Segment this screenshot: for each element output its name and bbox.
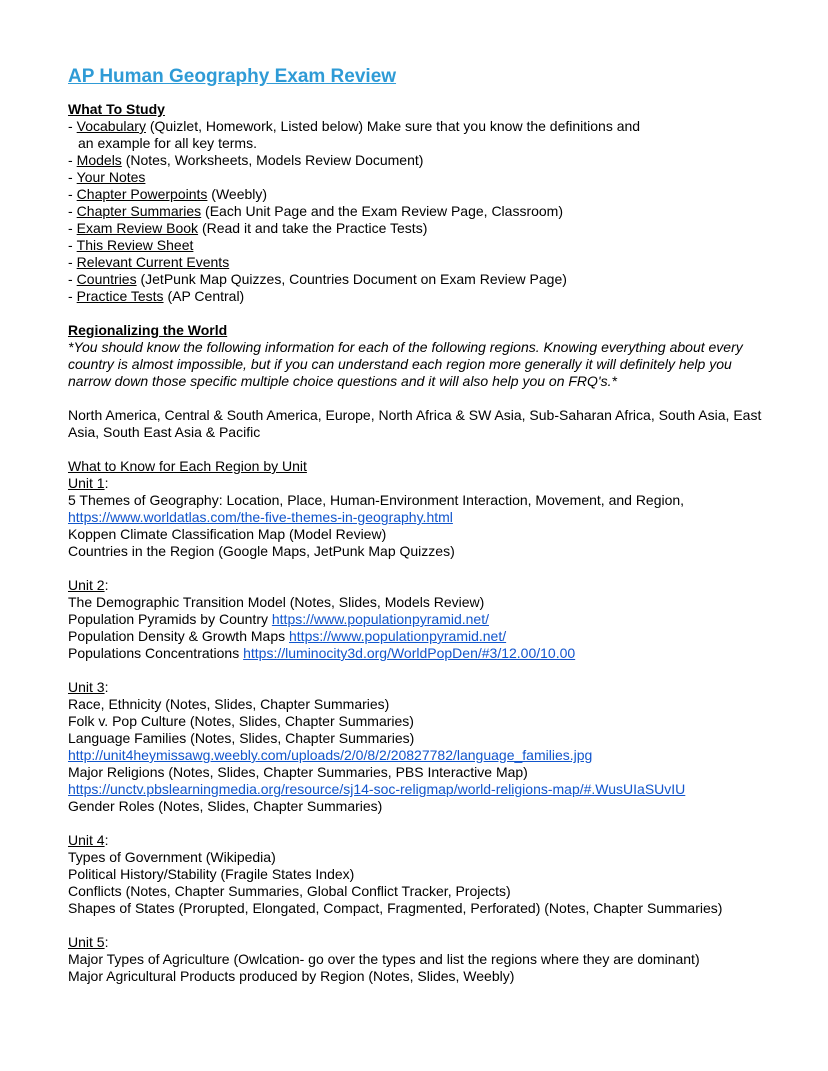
unit-line: Countries in the Region (Google Maps, JetPunk Map Quizzes) bbox=[68, 543, 455, 559]
unit-line: Race, Ethnicity (Notes, Slides, Chapter Summaries) bbox=[68, 696, 390, 712]
unit-line: Conflicts (Notes, Chapter Summaries, Global Conflict Tracker, Projects) bbox=[68, 883, 511, 899]
units-list bbox=[68, 475, 760, 985]
study-item bbox=[68, 288, 760, 305]
unit-line-text: Population Pyramids by Country bbox=[68, 611, 272, 627]
unit-line bbox=[68, 509, 760, 526]
study-item-detail: (Read it and take the Practice Tests) bbox=[198, 220, 428, 236]
study-item-term: Your Notes bbox=[76, 169, 146, 185]
what-to-study-heading: What To Study bbox=[68, 101, 165, 117]
unit-line bbox=[68, 645, 760, 662]
study-item-term: This Review Sheet bbox=[76, 237, 194, 253]
unit-label-colon: : bbox=[104, 475, 109, 491]
unit-line-text: Populations Concentrations bbox=[68, 645, 244, 661]
study-item bbox=[68, 118, 760, 135]
study-item bbox=[68, 186, 760, 203]
unit-line: Political History/Stability (Fragile States Index) bbox=[68, 866, 355, 882]
world-religions-map-link[interactable]: https://unctv.pbslearningmedia.org/resource/sj14-soc-religmap/world-religions-map/#.WusUIaSUvIU bbox=[68, 781, 686, 797]
study-item-term: Countries bbox=[76, 271, 137, 287]
unit-line: The Demographic Transition Model (Notes, Slides, Models Review) bbox=[68, 594, 485, 610]
regionalizing-heading: Regionalizing the World bbox=[68, 322, 228, 338]
study-item-continuation: an example for all key terms. bbox=[78, 135, 257, 151]
region-unit-guide-heading: What to Know for Each Region by Unit bbox=[68, 458, 307, 474]
language-families-link[interactable]: http://unit4heymissawg.weebly.com/uploads/2/0/8/2/20827782/language_families.jpg bbox=[68, 747, 593, 763]
study-item bbox=[68, 220, 760, 237]
study-item-term: Practice Tests bbox=[76, 288, 164, 304]
bullet-dash: - bbox=[68, 237, 73, 253]
study-item-detail: (Each Unit Page and the Exam Review Page, Classroom) bbox=[201, 203, 564, 219]
luminocity-link[interactable]: https://luminocity3d.org/WorldPopDen/#3/12.00/10.00 bbox=[243, 645, 576, 661]
study-item-detail: (Quizlet, Homework, Listed below) Make sure that you know the definitions and bbox=[145, 118, 641, 134]
study-item-detail: (JetPunk Map Quizzes, Countries Document on Exam Review Page) bbox=[136, 271, 567, 287]
unit-label: Unit 3 bbox=[68, 679, 105, 695]
unit-line: Gender Roles (Notes, Slides, Chapter Summaries) bbox=[68, 798, 383, 814]
unit-line bbox=[68, 781, 760, 798]
study-item bbox=[68, 203, 760, 220]
bullet-dash: - bbox=[68, 254, 73, 270]
study-item bbox=[68, 271, 760, 288]
bullet-dash: - bbox=[68, 271, 73, 287]
unit-heading bbox=[68, 832, 760, 849]
unit-label-colon: : bbox=[104, 679, 109, 695]
worldatlas-link[interactable]: https://www.worldatlas.com/the-five-themes-in-geography.html bbox=[68, 509, 453, 525]
study-item-term: Chapter Summaries bbox=[76, 203, 202, 219]
unit-section-1 bbox=[68, 475, 760, 560]
study-item bbox=[68, 169, 760, 186]
study-item-detail: (AP Central) bbox=[163, 288, 245, 304]
unit-line bbox=[68, 747, 760, 764]
unit-section-3 bbox=[68, 679, 760, 815]
study-item-term: Models bbox=[76, 152, 122, 168]
unit-line: 5 Themes of Geography: Location, Place, Human-Environment Interaction, Movement, and Region, bbox=[68, 492, 685, 508]
unit-label: Unit 2 bbox=[68, 577, 105, 593]
bullet-dash: - bbox=[68, 288, 73, 304]
study-item-term: Chapter Powerpoints bbox=[76, 186, 208, 202]
unit-line: Koppen Climate Classification Map (Model Review) bbox=[68, 526, 387, 542]
unit-line bbox=[68, 611, 760, 628]
populationpyramid-link[interactable]: https://www.populationpyramid.net/ bbox=[289, 628, 507, 644]
unit-label-colon: : bbox=[104, 577, 109, 593]
section-regionalizing bbox=[68, 322, 760, 475]
unit-section-2 bbox=[68, 577, 760, 662]
regional-note bbox=[68, 339, 760, 390]
unit-label: Unit 1 bbox=[68, 475, 105, 491]
bullet-dash: - bbox=[68, 169, 73, 185]
study-item bbox=[68, 152, 760, 169]
unit-label-colon: : bbox=[104, 934, 109, 950]
section-what-to-study bbox=[68, 101, 760, 305]
unit-heading bbox=[68, 934, 760, 951]
bullet-dash: - bbox=[68, 203, 73, 219]
note-line: narrow down those specific multiple choice questions and it will also help you on FRQ's.* bbox=[68, 373, 617, 389]
bullet-dash: - bbox=[68, 186, 73, 202]
study-item-term: Exam Review Book bbox=[76, 220, 199, 236]
unit-heading bbox=[68, 475, 760, 492]
bullet-dash: - bbox=[68, 152, 73, 168]
bullet-dash: - bbox=[68, 220, 73, 236]
note-line: country is almost impossible, but if you can understand each region more generally it will definitely help you bbox=[68, 356, 732, 372]
populationpyramid-link[interactable]: https://www.populationpyramid.net/ bbox=[271, 611, 489, 627]
unit-heading bbox=[68, 679, 760, 696]
unit-line: Major Religions (Notes, Slides, Chapter Summaries, PBS Interactive Map) bbox=[68, 764, 528, 780]
unit-section-5 bbox=[68, 934, 760, 985]
regions-paragraph bbox=[68, 407, 760, 441]
study-item bbox=[68, 237, 760, 254]
regions-line: Asia, South East Asia & Pacific bbox=[68, 424, 261, 440]
unit-line bbox=[68, 628, 760, 645]
unit-line: Folk v. Pop Culture (Notes, Slides, Chapter Summaries) bbox=[68, 713, 414, 729]
bullet-dash: - bbox=[68, 118, 73, 134]
unit-line-text: Population Density & Growth Maps bbox=[68, 628, 289, 644]
document-title: AP Human Geography Exam Review bbox=[68, 66, 397, 87]
study-item-detail: (Weebly) bbox=[207, 186, 268, 202]
regions-line: North America, Central & South America, Europe, North Africa & SW Asia, Sub-Saharan Africa, South Asia, East bbox=[68, 407, 762, 423]
unit-label: Unit 5 bbox=[68, 934, 105, 950]
unit-line: Major Agricultural Products produced by Region (Notes, Slides, Weebly) bbox=[68, 968, 515, 984]
unit-line: Types of Government (Wikipedia) bbox=[68, 849, 276, 865]
study-item-term: Vocabulary bbox=[76, 118, 146, 134]
unit-line: Shapes of States (Prorupted, Elongated, Compact, Fragmented, Perforated) (Notes, Chapter Summaries) bbox=[68, 900, 723, 916]
study-item-detail: (Notes, Worksheets, Models Review Document) bbox=[121, 152, 424, 168]
unit-section-4 bbox=[68, 832, 760, 917]
unit-label: Unit 4 bbox=[68, 832, 105, 848]
unit-line: Major Types of Agriculture (Owlcation- go over the types and list the regions where they are dominant) bbox=[68, 951, 700, 967]
unit-line: Language Families (Notes, Slides, Chapter Summaries) bbox=[68, 730, 415, 746]
study-item bbox=[68, 254, 760, 271]
note-line: *You should know the following information for each of the following regions. Knowing everything about every bbox=[68, 339, 743, 355]
unit-label-colon: : bbox=[104, 832, 109, 848]
study-item-term: Relevant Current Events bbox=[76, 254, 230, 270]
unit-heading bbox=[68, 577, 760, 594]
